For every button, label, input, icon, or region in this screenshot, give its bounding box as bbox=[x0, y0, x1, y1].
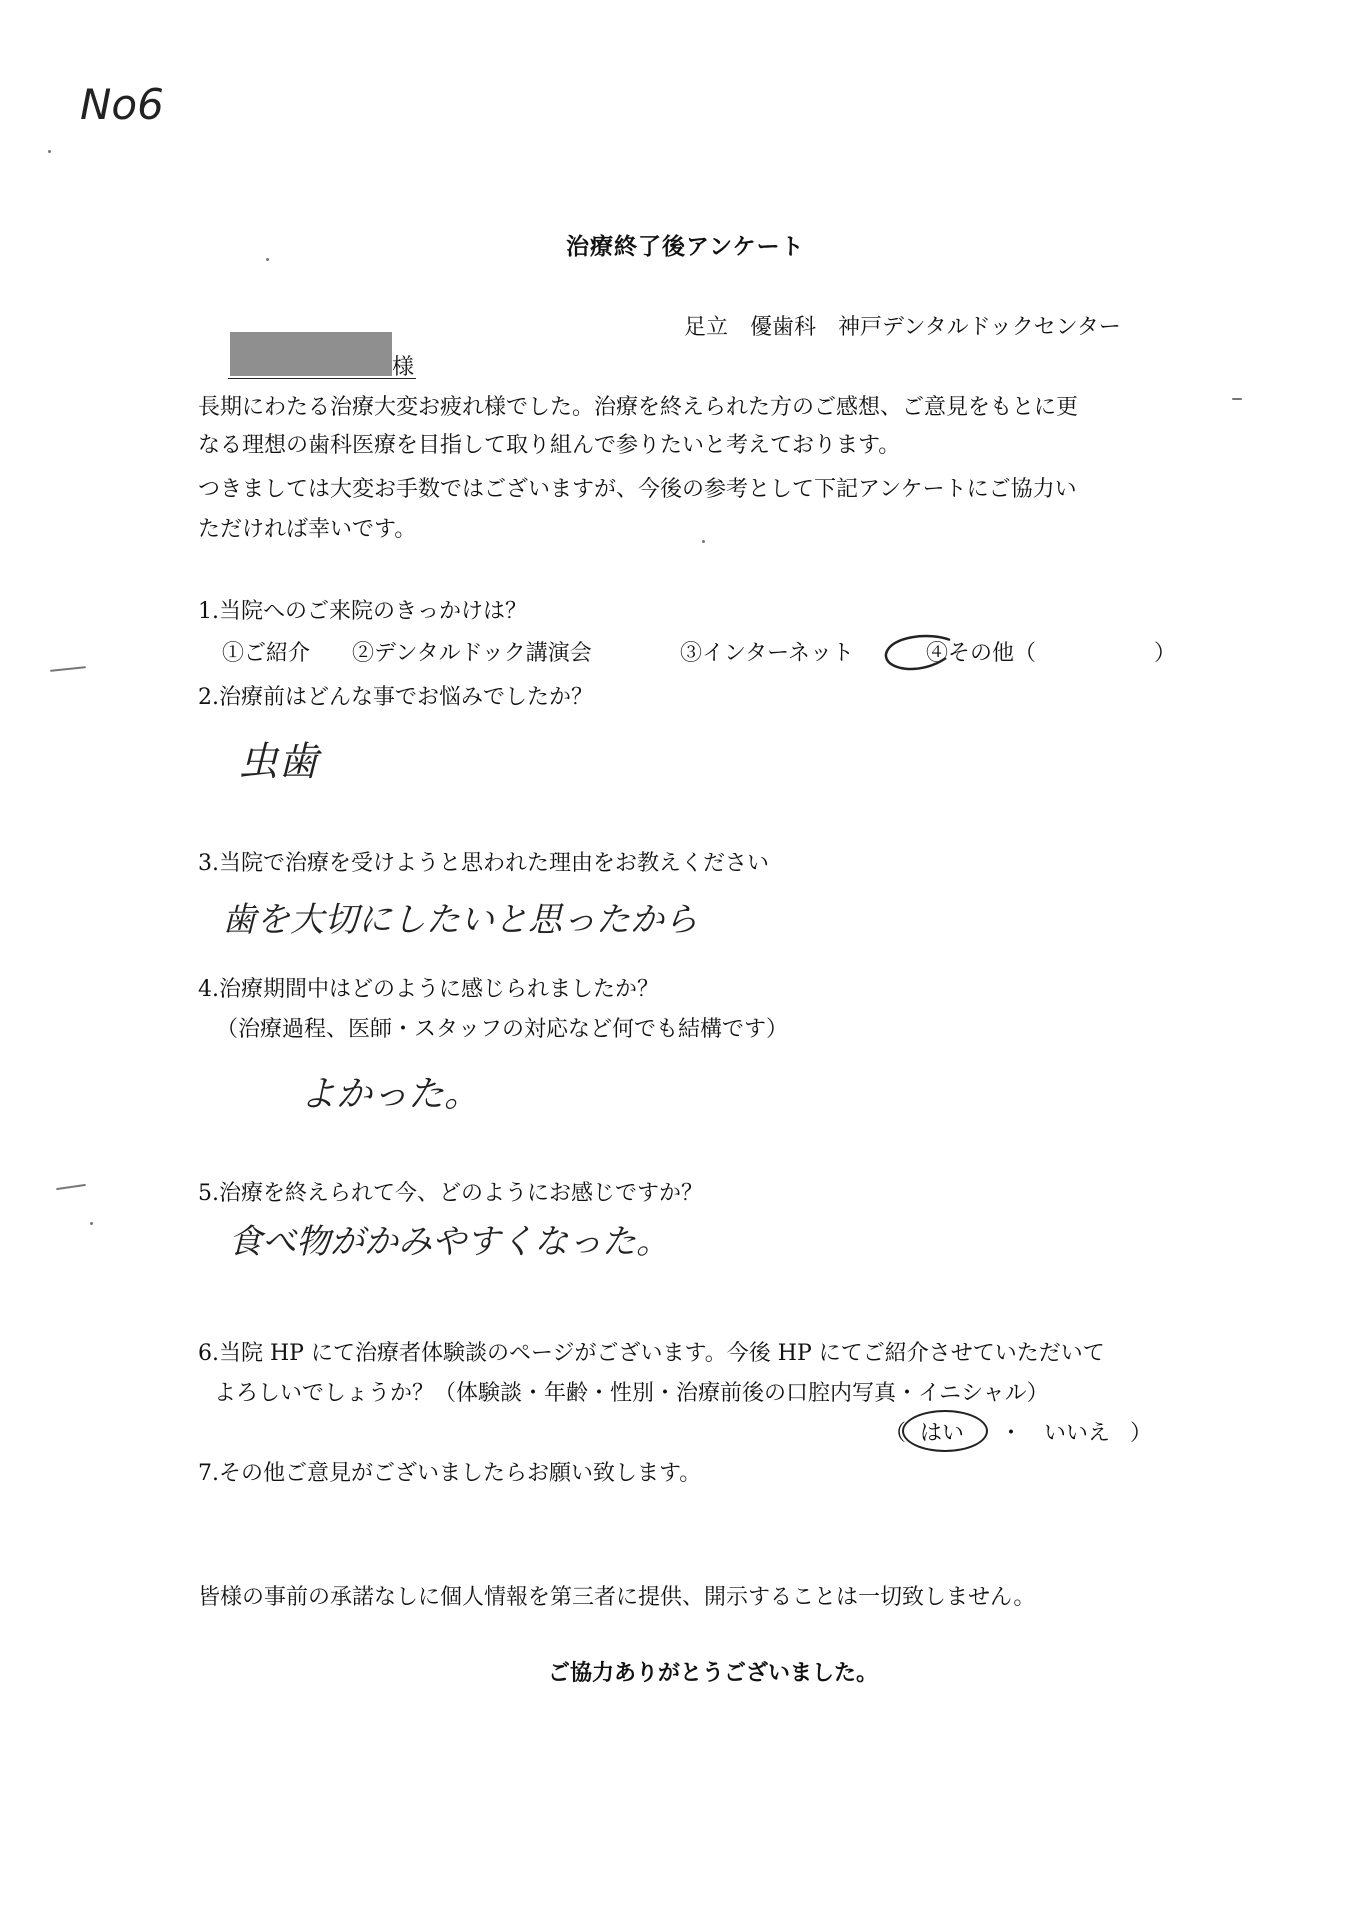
q1-option-1: ①ご紹介 bbox=[222, 641, 311, 666]
scan-speck bbox=[90, 1222, 93, 1225]
q1-answer-circle-mark bbox=[880, 630, 956, 678]
closing-message: ご協力ありがとうございました。 bbox=[548, 1660, 879, 1686]
question-5: 5.治療を終えられて今、どのようにお感じですか？ bbox=[198, 1181, 703, 1206]
scan-speck bbox=[702, 540, 705, 543]
question-7: 7.その他ご意見がございましたらお願い致します。 bbox=[198, 1461, 702, 1486]
intro-line-4: ただければ幸いです。 bbox=[198, 517, 417, 542]
question-4: 4.治療期間中はどのように感じられましたか？ bbox=[198, 977, 659, 1002]
question-6-line-2: よろしいでしょうか？（体験談・年齢・性別・治療前後の口腔内写真・イニシャル） bbox=[214, 1381, 1049, 1406]
scan-speck bbox=[56, 1184, 86, 1190]
clinic-name: 足立 優歯科 神戸デンタルドックセンター bbox=[684, 315, 1121, 340]
question-3: 3.当院で治療を受けようと思われた理由をお教えください bbox=[198, 851, 769, 876]
page-title: 治療終了後アンケート bbox=[566, 233, 805, 260]
redacted-name bbox=[230, 332, 392, 376]
q5-answer: 食べ物がかみやすくなった。 bbox=[228, 1222, 670, 1262]
q6-choice-separator: ・ bbox=[1000, 1421, 1023, 1446]
q2-answer: 虫歯 bbox=[238, 739, 318, 785]
question-2: 2.治療前はどんな事でお悩みでしたか？ bbox=[198, 685, 593, 710]
question-4-subtext: （治療過程、医師・スタッフの対応など何でも結構です） bbox=[216, 1017, 789, 1042]
q1-option-3: ③インターネット bbox=[680, 641, 855, 666]
intro-line-2: なる理想の歯科医療を目指して取り組んで参りたいと考えております。 bbox=[198, 433, 901, 458]
q4-answer: よかった。 bbox=[300, 1074, 481, 1115]
scan-speck bbox=[50, 666, 86, 672]
q6-yes-circle-mark bbox=[902, 1410, 988, 1452]
q6-choice-close: ） bbox=[1130, 1421, 1153, 1446]
question-6-line-1: 6.当院 HP にて治療者体験談のページがございます。今後 HP にてご紹介させていただいて bbox=[198, 1341, 1105, 1366]
q6-choice-no: いいえ bbox=[1044, 1421, 1111, 1446]
privacy-note: 皆様の事前の承諾なしに個人情報を第三者に提供、開示することは一切致しません。 bbox=[198, 1585, 1036, 1610]
scan-speck bbox=[1232, 398, 1242, 400]
salutation-suffix: 様 bbox=[392, 355, 415, 380]
q3-answer: 歯を大切にしたいと思ったから bbox=[222, 900, 698, 940]
question-1: 1.当院へのご来院のきっかけは？ bbox=[198, 599, 527, 624]
q1-option-4-close: ） bbox=[1154, 641, 1177, 666]
q1-option-4: ④その他（ bbox=[926, 641, 1037, 666]
scan-speck bbox=[266, 258, 269, 261]
q6-choice-yes: はい bbox=[920, 1421, 965, 1446]
intro-line-3: つきましては大変お手数ではございますが、今後の参考として下記アンケートにご協力い bbox=[198, 477, 1077, 502]
q6-choice-open: （ bbox=[884, 1421, 907, 1446]
q1-option-2: ②デンタルドック講演会 bbox=[352, 641, 592, 666]
document-number: No6 bbox=[80, 80, 164, 129]
intro-line-1: 長期にわたる治療大変お疲れ様でした。治療を終えられた方のご感想、ご意見をもとに更 bbox=[198, 395, 1079, 420]
name-underline bbox=[228, 378, 416, 379]
scan-speck bbox=[48, 150, 51, 153]
